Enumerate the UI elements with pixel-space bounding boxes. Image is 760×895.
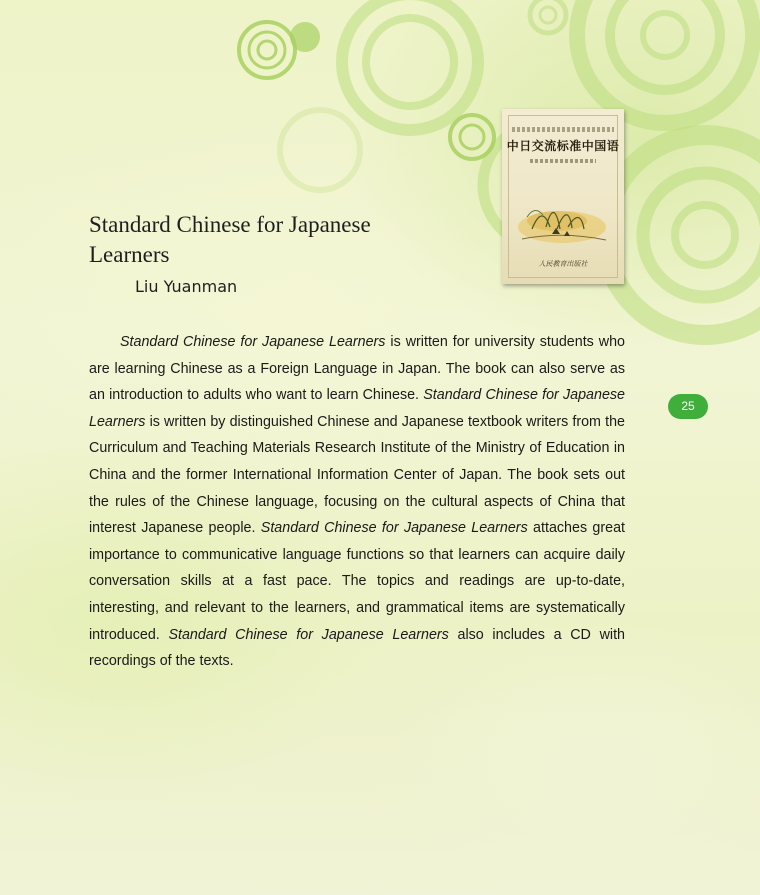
cover-title: 中日交流标准中国语 — [506, 139, 620, 153]
description-book-title-italic: Standard Chinese for Japanese Learners — [120, 334, 386, 350]
description-text-run: attaches great importance to communicative language functions so that learners can acquire daily conversation skills at a fast pace. The topics and readings are up-to-date, interesting, and relevant to the learners, and grammatical items are systematically introduced. — [89, 520, 626, 643]
book-cover-image — [502, 109, 624, 284]
description-book-title-italic: Standard Chinese for Japanese Learners — [89, 387, 625, 430]
description-text-run: is written by distinguished Chinese and Japanese textbook writers from the Curriculum and Teaching Materials Research Institute of the Ministry of Education in China and the former International Information Center of Japan. The book sets out the rules of the Chinese language, focusing on the cultural aspects of China that interest Japanese people. — [89, 413, 625, 537]
cover-publisher: 人民教育出版社 — [538, 260, 588, 268]
description-book-title-italic: Standard Chinese for Japanese Learners — [260, 520, 528, 537]
page-number-badge: 25 — [668, 394, 708, 419]
description-book-title-italic: Standard Chinese for Japanese Learners — [168, 626, 449, 643]
book-description — [89, 329, 625, 675]
book-title: Standard Chinese for Japanese Learners — [89, 212, 371, 267]
description-text-run: is written for university students who are learning Chinese as a Foreign Language in Japan. The book can also serve as an introduction to adults who want to learn Chinese. — [89, 334, 626, 404]
book-author: Liu Yuanman — [135, 277, 238, 296]
description-text-run: also includes a CD with recordings of the texts. — [89, 626, 625, 670]
cover-landscape-painting — [502, 109, 624, 284]
